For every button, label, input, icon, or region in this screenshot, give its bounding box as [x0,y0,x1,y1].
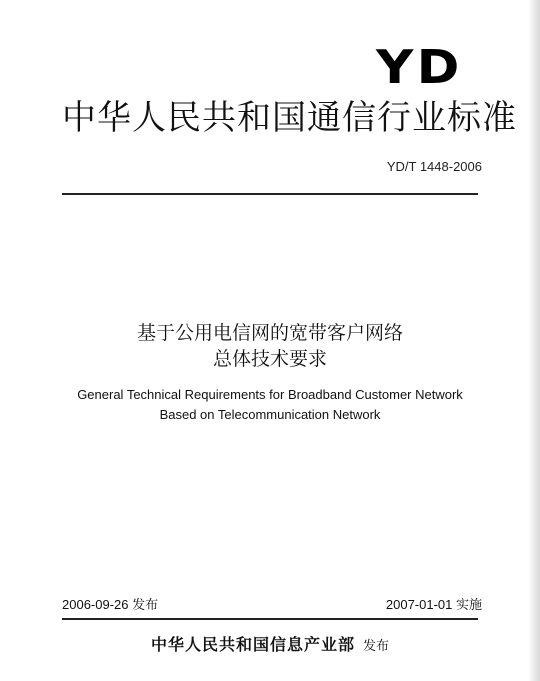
implementation-date: 2007-01-01 实施 [385,597,482,612]
yd-logo: YD [376,40,463,94]
issue-date: 2006-09-26 发布 [62,597,159,612]
page-edge-shadow [528,0,540,681]
title-en-line-2: Based on Telecommunication Network [159,407,381,422]
publisher-line [0,634,540,658]
title-cn-line-1: 基于公用电信网的宽带客户网络 [136,322,403,344]
publisher-action: 发布 [363,639,390,654]
document-title-english [0,385,540,425]
document-title-chinese [0,320,540,372]
title-cn-line-2: 总体技术要求 [212,348,327,370]
standard-category-title: 中华人民共和国通信行业标准 [62,98,517,138]
top-divider [62,193,478,195]
publisher-name: 中华人民共和国信息产业部 [150,635,355,654]
title-en-line-1: General Technical Requirements for Broadband Customer Network [77,387,463,402]
bottom-divider [62,618,478,620]
standard-code: YD/T 1448-2006 [386,159,482,174]
